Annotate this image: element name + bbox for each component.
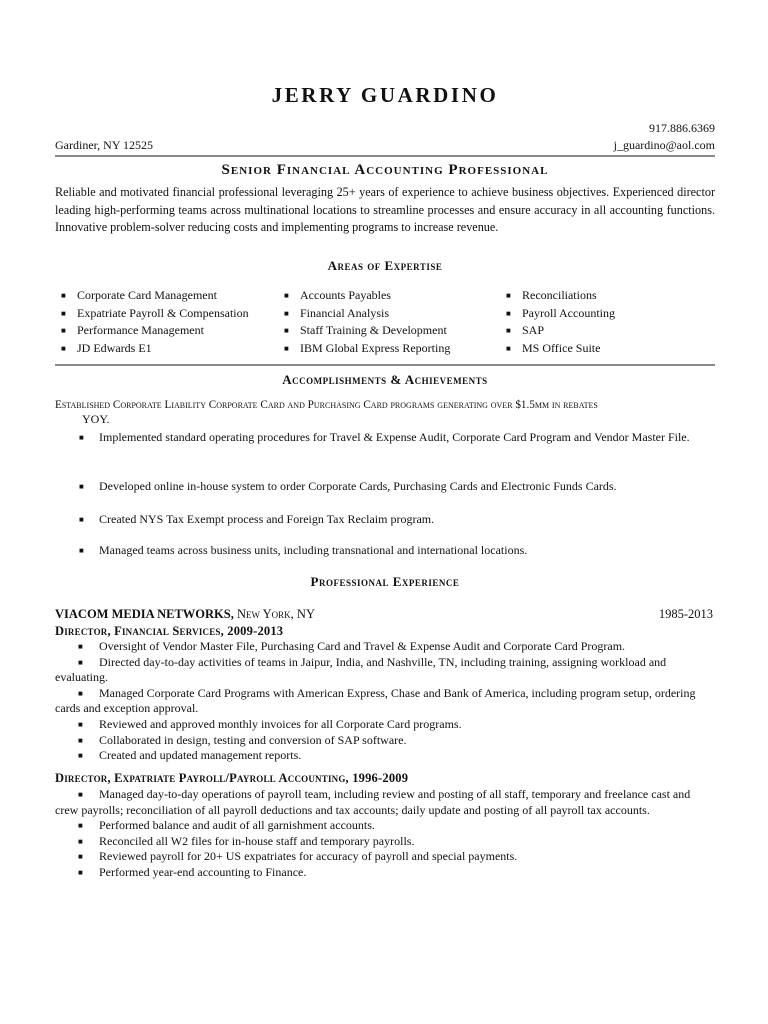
expertise-heading: Areas of Expertise — [327, 258, 443, 273]
bullet-icon: ■ — [79, 546, 84, 555]
accomplishment-lead: Established Corporate Liability Corporate Card and Purchasing Card programs generating over $1.5mm in rebates — [55, 399, 598, 411]
accomplishment-item: ■ Created NYS Tax Exempt process and Foreign Tax Reclaim program. — [79, 512, 435, 526]
accomplishment-item: ■ Developed online in-house system to order Corporate Cards, Purchasing Cards and Electronic Funds Cards. — [79, 479, 617, 493]
role-duties-payroll — [55, 787, 715, 881]
expertise-column-2 — [278, 287, 450, 357]
duty-item: ■ Performed year-end accounting to Finance. — [78, 864, 307, 879]
bullet-icon: ■ — [506, 308, 511, 318]
expertise-item: ■ JD Edwards E1 — [55, 340, 249, 358]
expertise-item: ■ Payroll Accounting — [500, 305, 615, 323]
company-location: New York, NY — [236, 607, 315, 621]
bullet-icon: ■ — [61, 326, 66, 336]
bullet-icon: ■ — [284, 343, 289, 353]
duty-item: ■ Directed day-to-day activities of teams in Jaipur, India, and Nashville, TN, including training, assigning workload and evaluating. — [55, 654, 667, 685]
company-name: VIACOM MEDIA NETWORKS, — [55, 607, 234, 621]
bullet-icon: ■ — [78, 642, 83, 651]
duty-item: ■ Reviewed and approved monthly invoices for all Corporate Card programs. — [78, 716, 462, 731]
bullet-icon: ■ — [78, 821, 83, 831]
header-divider — [55, 155, 715, 157]
location: Gardiner, NY 12525 — [55, 138, 154, 152]
expertise-item: ■ IBM Global Express Reporting — [278, 340, 450, 358]
duty-item: ■ Managed Corporate Card Programs with American Express, Chase and Bank of America, including program setup, ordering cards and exception approval. — [55, 685, 696, 716]
expertise-item: ■ Performance Management — [55, 322, 249, 340]
bullet-icon: ■ — [78, 852, 83, 862]
expertise-item: ■ Financial Analysis — [278, 305, 450, 323]
professional-headline: Senior Financial Accounting Professional — [221, 162, 549, 178]
bullet-icon: ■ — [506, 291, 511, 300]
bullet-icon: ■ — [78, 735, 83, 745]
duty-item: ■ Collaborated in design, testing and conversion of SAP software. — [78, 732, 407, 747]
accomplishment-lead-continued: YOY. — [82, 412, 110, 426]
duty-item: ■ Reconciled all W2 files for in-house staff and temporary payrolls. — [78, 833, 415, 848]
bullet-icon: ■ — [78, 657, 83, 667]
summary-paragraph: Reliable and motivated financial professional leveraging 25+ years of experience to achieve business objectives. Experienced director leading high-performing teams across multinational locations to streamline processes and ensure accuracy in all accounting functions. Innovative problem-solver reducing costs and implementing programs to increase revenue. — [55, 185, 715, 234]
duty-item: ■ Reviewed payroll for 20+ US expatriates for accuracy of payroll and special payments. — [78, 849, 518, 864]
accomplishment-item: ■ Implemented standard operating procedures for Travel & Expense Audit, Corporate Card Program and Vendor Master File. — [79, 430, 690, 444]
expertise-item: ■ MS Office Suite — [500, 340, 615, 358]
experience-heading: Professional Experience — [310, 574, 460, 589]
expertise-item: ■ Corporate Card Management — [55, 287, 249, 305]
bullet-icon: ■ — [78, 836, 83, 846]
expertise-item: ■ SAP — [500, 322, 615, 340]
accomplishments-heading: Accomplishments & Achievements — [282, 372, 488, 387]
candidate-name: JERRY GUARDINO — [271, 83, 499, 107]
phone-number: 917.886.6369 — [649, 121, 715, 135]
bullet-icon: ■ — [78, 867, 83, 877]
role-duties-financial-services — [55, 639, 715, 764]
bullet-icon: ■ — [78, 719, 83, 729]
duty-item: ■ Managed day-to-day operations of payroll team, including review and posting of all staff, temporary and freelance cast and crew payrolls; reconciliation of all payroll deductions and tax accounts; daily update and posting of all payroll tax accounts. — [55, 787, 691, 817]
bullet-icon: ■ — [506, 326, 511, 336]
duty-item: ■ Created and updated management reports. — [78, 748, 302, 763]
expertise-column-1 — [55, 287, 249, 357]
bullet-icon: ■ — [61, 343, 66, 353]
bullet-icon: ■ — [284, 291, 289, 300]
bullet-icon: ■ — [78, 790, 83, 799]
expertise-item: ■ Expatriate Payroll & Compensation — [55, 305, 249, 323]
bullet-icon: ■ — [61, 308, 66, 318]
email-address: j_guardino@aol.com — [613, 138, 715, 152]
bullet-icon: ■ — [284, 326, 289, 336]
expertise-column-3 — [500, 287, 615, 357]
expertise-item: ■ Reconciliations — [500, 287, 615, 305]
role-title-financial-services: Director, Financial Services, 2009-2013 — [55, 624, 284, 638]
bullet-icon: ■ — [79, 433, 84, 442]
bullet-icon: ■ — [79, 482, 84, 491]
role-title-payroll: Director, Expatriate Payroll/Payroll Accounting, 1996-2009 — [55, 771, 409, 785]
bullet-icon: ■ — [78, 688, 83, 698]
accomplishment-item: ■ Managed teams across business units, including transnational and international locations. — [79, 543, 528, 557]
bullet-icon: ■ — [284, 308, 289, 318]
expertise-divider — [55, 364, 715, 366]
employment-years: 1985-2013 — [658, 607, 713, 621]
expertise-item: ■ Accounts Payables — [278, 287, 450, 305]
bullet-icon: ■ — [78, 751, 83, 761]
bullet-icon: ■ — [79, 515, 84, 524]
expertise-item: ■ Staff Training & Development — [278, 322, 450, 340]
bullet-icon: ■ — [506, 343, 511, 353]
bullet-icon: ■ — [61, 291, 66, 300]
duty-item: ■ Performed balance and audit of all garnishment accounts. — [78, 818, 375, 833]
company-line — [55, 607, 315, 622]
duty-item: ■ Oversight of Vendor Master File, Purchasing Card and Travel & Expense Audit and Corporate Card Program. — [78, 639, 626, 653]
